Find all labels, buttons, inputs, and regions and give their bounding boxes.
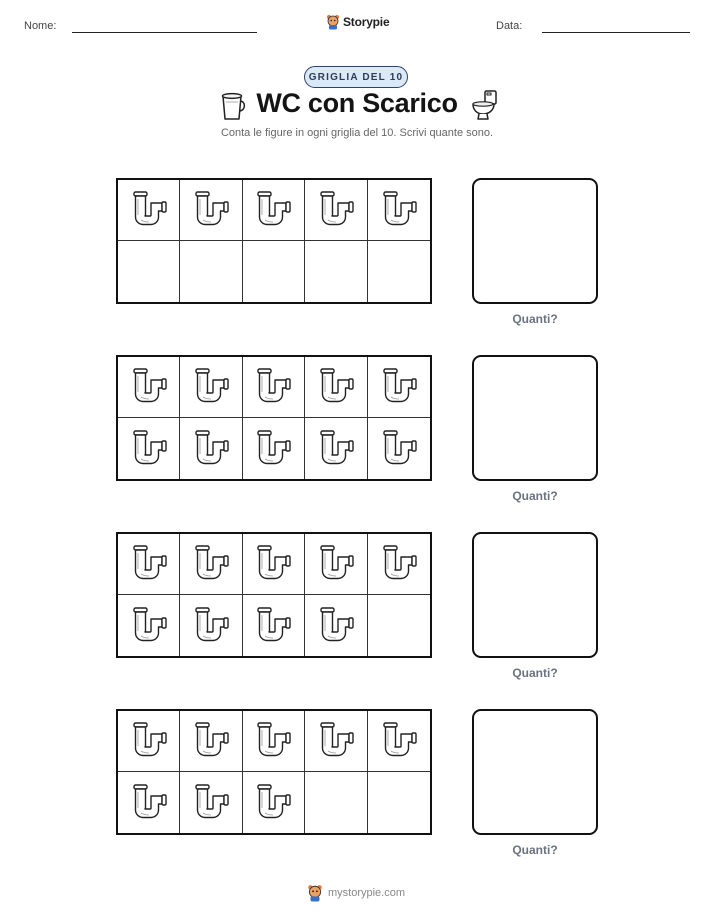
ten-frame-cell [180, 534, 242, 595]
drain-pipe-icon [130, 190, 168, 230]
drain-pipe-icon [380, 429, 418, 469]
drain-pipe-icon [317, 544, 355, 584]
ten-frame-cell [180, 418, 242, 479]
drain-pipe-icon [192, 783, 230, 823]
ten-frame-cell [180, 595, 242, 656]
name-label: Nome: [24, 20, 57, 32]
drain-pipe-icon [317, 429, 355, 469]
answer-label: Quanti? [512, 489, 558, 503]
ten-frame-cell [118, 180, 180, 241]
ten-frame-cell [118, 711, 180, 772]
ten-frame-cell [243, 711, 305, 772]
drain-pipe-icon [130, 606, 168, 646]
footer [307, 884, 405, 902]
ten-frame-cell [368, 595, 430, 656]
drain-pipe-icon [254, 190, 292, 230]
ten-frame-cell [243, 418, 305, 479]
drain-pipe-icon [192, 367, 230, 407]
ten-frame-cell [305, 357, 367, 418]
answer-label: Quanti? [512, 843, 558, 857]
category-badge: GRIGLIA DEL 10 [304, 66, 408, 88]
drain-pipe-icon [380, 721, 418, 761]
ten-frame-cell [368, 711, 430, 772]
ten-frame-cell [368, 418, 430, 479]
drain-pipe-icon [130, 429, 168, 469]
ten-frame-cell [243, 241, 305, 302]
drain-pipe-icon [317, 606, 355, 646]
drain-pipe-icon [130, 544, 168, 584]
ten-frame-cell [118, 534, 180, 595]
drain-pipe-icon [130, 783, 168, 823]
answer-box[interactable] [472, 532, 598, 658]
answer-box[interactable] [472, 709, 598, 835]
drain-pipe-icon [192, 544, 230, 584]
ten-frame-cell [305, 595, 367, 656]
footer-url: mystorypie.com [328, 887, 406, 899]
ten-frame-cell [305, 180, 367, 241]
ten-frame [116, 178, 432, 304]
ten-frame-cell [243, 772, 305, 833]
drain-pipe-icon [254, 783, 292, 823]
ten-frame-cell [305, 534, 367, 595]
drain-pipe-icon [192, 721, 230, 761]
ten-frame-cell [305, 241, 367, 302]
instructions: Conta le figure in ogni griglia del 10. Scrivi quante sono. [220, 127, 494, 139]
ten-frame-cell [368, 180, 430, 241]
ten-frame-cell [118, 241, 180, 302]
ten-frame-cell [243, 357, 305, 418]
ten-frame-cell [180, 241, 242, 302]
ten-frame-cell [180, 357, 242, 418]
ten-frame-cell [243, 595, 305, 656]
ten-frame [116, 355, 432, 481]
drain-pipe-icon [254, 721, 292, 761]
drain-pipe-icon [130, 367, 168, 407]
drain-pipe-icon [254, 429, 292, 469]
drain-pipe-icon [380, 190, 418, 230]
date-label: Data: [496, 20, 523, 32]
ten-frame-cell [118, 357, 180, 418]
drain-pipe-icon [254, 606, 292, 646]
drain-pipe-icon [254, 367, 292, 407]
drain-pipe-icon [317, 190, 355, 230]
answer-box[interactable] [472, 178, 598, 304]
drain-pipe-icon [254, 544, 292, 584]
answer-box[interactable] [472, 355, 598, 481]
ten-frame-cell [118, 595, 180, 656]
drain-pipe-icon [380, 367, 418, 407]
ten-frame-cell [180, 711, 242, 772]
ten-frame-cell [368, 357, 430, 418]
drain-pipe-icon [192, 190, 230, 230]
page-title: WC con Scarico [256, 88, 458, 118]
drain-pipe-icon [192, 429, 230, 469]
storypie-mascot-icon [307, 884, 323, 902]
ten-frame [116, 709, 432, 835]
drain-pipe-icon [192, 606, 230, 646]
ten-frame-cell [305, 772, 367, 833]
ten-frame-cell [118, 772, 180, 833]
ten-frame-cell [118, 418, 180, 479]
drain-pipe-icon [317, 721, 355, 761]
brand-name: Storypie [343, 15, 390, 29]
answer-label: Quanti? [512, 666, 558, 680]
drain-pipe-icon [380, 544, 418, 584]
ten-frame [116, 532, 432, 658]
storypie-mascot-icon [326, 14, 340, 30]
brand-logo [326, 14, 389, 30]
drain-pipe-icon [317, 367, 355, 407]
ten-frame-cell [368, 241, 430, 302]
ten-frame-cell [180, 772, 242, 833]
name-field[interactable] [72, 32, 257, 33]
answer-label: Quanti? [512, 312, 558, 326]
date-field[interactable] [542, 32, 690, 33]
ten-frame-cell [305, 418, 367, 479]
drain-pipe-icon [130, 721, 168, 761]
ten-frame-cell [243, 180, 305, 241]
ten-frame-cell [305, 711, 367, 772]
ten-frame-cell [368, 772, 430, 833]
ten-frame-cell [180, 180, 242, 241]
ten-frame-cell [368, 534, 430, 595]
ten-frame-cell [243, 534, 305, 595]
toilet-icon [470, 89, 498, 121]
